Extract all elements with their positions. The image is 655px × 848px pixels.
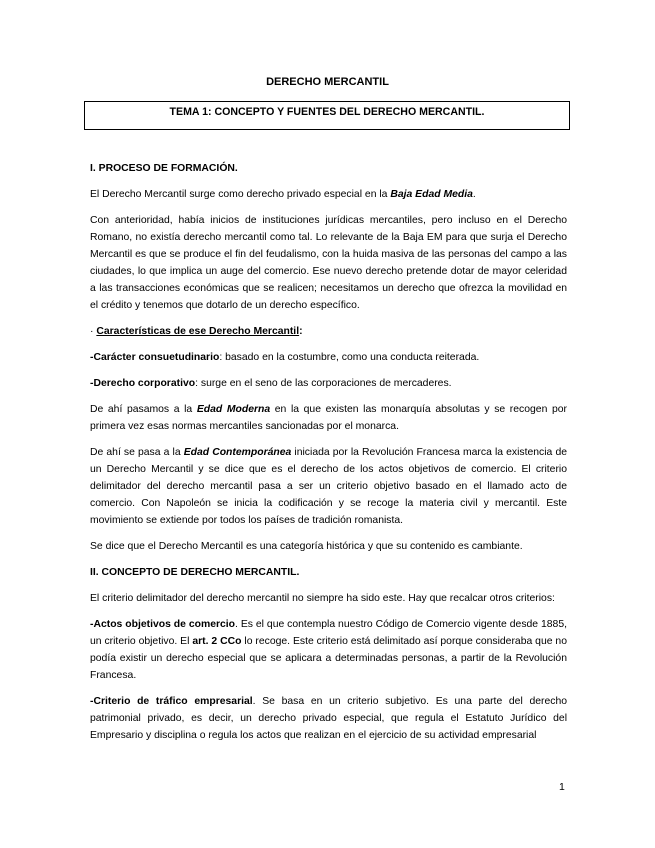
definition-corporativo: : surge en el seno de las corporaciones de mercaderes. (195, 378, 452, 389)
actos-objetivos-mid: . Es el que contempla nuestro Código de Comercio vigente desde 1885, un criterio objetivo. El (90, 619, 567, 647)
document-title: DERECHO MERCANTIL (266, 76, 389, 88)
actos-objetivos-rest: lo recoge. Este criterio está delimitado así porque consideraba que no podía existir un derecho especial que se aplicara a determinadas personas, a partir de la Revolución Francesa. (90, 636, 567, 681)
characteristic-corporativo (90, 375, 567, 392)
article-reference: art. 2 CCo (192, 636, 242, 647)
topic-box: TEMA 1: CONCEPTO Y FUENTES DEL DERECHO MERCANTIL. (84, 101, 570, 130)
edad-contemporanea-rest: iniciada por la Revolución Francesa marca la existencia de un Derecho Mercantil y se dice que es el derecho de los actos objetivos de comercio. El criterio delimitador del derecho mercantil pasa a ser un criterio objetivo basado en el llamado acto de comercio. Con Napoleón se inicia la codificación y se recoge la materia civil y mercantil. Este movimiento se extiende por todos los países de tradición romanista. (90, 447, 567, 526)
paragraph-origin (90, 186, 567, 203)
bullet: · (90, 326, 97, 337)
characteristic-consuetudinario (90, 349, 567, 366)
document-body (90, 160, 567, 753)
characteristics-colon: : (299, 326, 303, 337)
paragraph-criterio: El criterio delimitador del derecho mercantil no siempre ha sido este. Hay que recalcar otros criterios: (90, 593, 555, 604)
characteristics-heading (90, 323, 567, 340)
term-consuetudinario: -Carácter consuetudinario (90, 352, 220, 363)
paragraph-origin-start: El Derecho Mercantil surge como derecho privado especial en la (90, 189, 391, 200)
characteristics-title: Características de ese Derecho Mercantil (96, 326, 300, 337)
edad-moderna-start: De ahí pasamos a la (90, 404, 197, 415)
term-actos-objetivos: -Actos objetivos de comercio (90, 619, 236, 630)
edad-contemporanea-start: De ahí se pasa a la (90, 447, 184, 458)
term-corporativo: -Derecho corporativo (90, 378, 196, 389)
trafico-empresarial-rest: . Se basa en un criterio subjetivo. Es una parte del derecho patrimonial privado, es decir, un derecho privado especial, que regula el Estatuto Jurídico del Empresario y disciplina o regula los actos que realizan en el ejercicio de su actividad empresarial (90, 696, 567, 741)
emphasis-edad-moderna: Edad Moderna (196, 404, 271, 415)
definition-consuetudinario: : basado en la costumbre, como una conducta reiterada. (219, 352, 480, 363)
section-heading-2: II. CONCEPTO DE DERECHO MERCANTIL. (90, 567, 300, 578)
paragraph-edad-contemporanea (90, 444, 567, 529)
emphasis-edad-contemporanea: Edad Contemporánea (183, 447, 292, 458)
emphasis-baja-edad-media: Baja Edad Media (390, 189, 473, 200)
paragraph-edad-moderna (90, 401, 567, 435)
paragraph-origin-end: . (472, 189, 476, 200)
paragraph-background: Con anterioridad, había inicios de instituciones jurídicas mercantiles, pero incluso en el Derecho Romano, no existía derecho mercantil como tal. Lo relevante de la Baja EM para que surja el Derecho Mercantil es que se produce el fin del feudalismo, con la huida masiva de las personas del campo a las ciudades, lo que implica un auge del comercio. Ese nuevo derecho pretende dotar de mayor celeridad a las transacciones económicas que se realicen; necesitamos un derecho que ofrezca la movilidad en el crédito y tenemos que dotarlo de un derecho específico. (90, 215, 567, 311)
paragraph-categoria-historica: Se dice que el Derecho Mercantil es una categoría histórica y que su contenido es cambiante. (90, 541, 523, 552)
criterion-actos-objetivos (90, 616, 567, 684)
criterion-trafico-empresarial (90, 693, 567, 744)
term-trafico-empresarial: -Criterio de tráfico empresarial (90, 696, 253, 707)
section-heading-1: I. PROCESO DE FORMACIÓN. (90, 163, 238, 174)
page-number: 1 (559, 781, 565, 793)
edad-moderna-rest: en la que existen las monarquía absolutas y se recogen por primera vez esas normas mercantiles sancionadas por el monarca. (90, 404, 567, 432)
